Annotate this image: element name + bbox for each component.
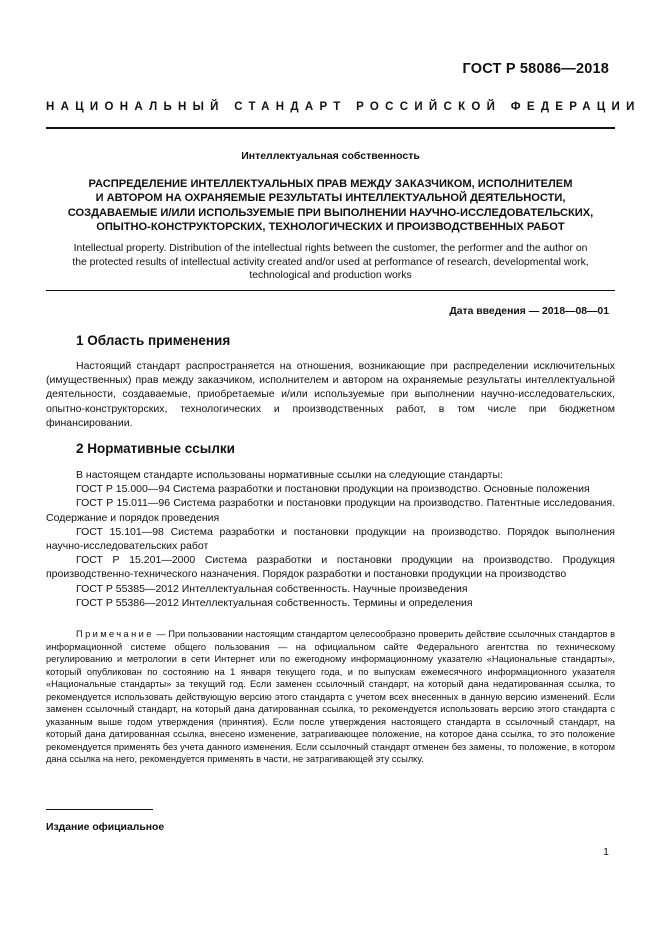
references-note	[46, 628, 615, 766]
title-ru-line: СОЗДАВАЕМЫЕ И/ИЛИ ИСПОЛЬЗУЕМЫЕ ПРИ ВЫПОЛНЕНИИ НАУЧНО-ИССЛЕДОВАТЕЛЬСКИХ,	[67, 206, 594, 219]
title-en-line: Intellectual property. Distribution of the intellectual rights between the customer, the performer and the author on	[73, 243, 588, 254]
section-1-paragraph: Настоящий стандарт распространяется на отношения, возникающие при распределении исключительных (имущественных) прав между заказчиком, исполнителем и автором на охраняемые результаты интеллектуальной деятельности, создаваемые, приобретаемые и/или используемые при выполнении научно-исследовательских, опытно-конструкторских, технологических и производственных работ, в том числе при бюджетном финансировании.	[46, 360, 615, 429]
title-en-line: technological and production works	[249, 270, 412, 282]
title-ru-line: И АВТОРОМ НА ОХРАНЯЕМЫЕ РЕЗУЛЬТАТЫ ИНТЕЛЛЕКТУАЛЬНОЙ ДЕЯТЕЛЬНОСТИ,	[95, 192, 566, 205]
section-1-body	[46, 359, 615, 430]
title-rule	[46, 290, 615, 291]
note-label: Примечание	[76, 629, 154, 639]
introduction-date: Дата введения — 2018—08—01	[449, 306, 609, 317]
references-intro: В настоящем стандарте использованы нормативные ссылки на следующие стандарты:	[76, 469, 503, 481]
section-2-body	[46, 468, 615, 610]
standard-type-heading: НАЦИОНАЛЬНЫЙ СТАНДАРТ РОССИЙСКОЙ ФЕДЕРАЦИИ	[46, 101, 641, 113]
document-title-en	[46, 242, 615, 283]
title-ru-line: ОПЫТНО-КОНСТРУКТОРСКИХ, ТЕХНОЛОГИЧЕСКИХ И ПРОИЗВОДСТВЕННЫХ РАБОТ	[96, 220, 565, 233]
page-number: 1	[603, 846, 609, 858]
section-2-heading: 2 Нормативные ссылки	[76, 441, 235, 456]
header-rule	[46, 127, 615, 129]
reference-item: ГОСТ Р 55385—2012 Интеллектуальная собственность. Научные произведения	[76, 582, 468, 595]
reference-item: ГОСТ Р 55386—2012 Интеллектуальная собственность. Термины и определения	[76, 596, 473, 609]
reference-item: ГОСТ Р 15.201—2000 Система разработки и постановки продукции на производство. Продукция производственно-технического назначения. Порядок разработки и постановки продукции на производство	[46, 554, 615, 581]
edition-label: Издание официальное	[46, 822, 165, 833]
reference-item: ГОСТ Р 15.011—96 Система разработки и постановки продукции на производство. Патентные исследования. Содержание и порядок проведения	[46, 497, 615, 524]
document-code: ГОСТ Р 58086—2018	[462, 61, 609, 77]
title-en-line: the protected results of intellectual activity created and/or used at performance of research, developmental work,	[72, 256, 589, 268]
title-ru-line: РАСПРЕДЕЛЕНИЕ ИНТЕЛЛЕКТУАЛЬНЫХ ПРАВ МЕЖДУ ЗАКАЗЧИКОМ, ИСПОЛНИТЕЛЕМ	[88, 178, 573, 190]
section-1-heading: 1 Область применения	[76, 333, 231, 348]
note-text: — При пользовании настоящим стандартом целесообразно проверить действие ссылочных стандартов в информационной системе общего пользования — на официальном сайте Федерального агентства по техническому регулированию и метрологии в сети Интернет или по ежегодному информационному указателю «Национальные стандарты», который опубликован по состоянию на 1 января текущего года, и по выпускам ежемесячного информационного указателя «Национальные стандарты» за текущий год. Если заменен ссылочный стандарт, на который дана недатированная ссылка, то рекомендуется использовать действующую версию этого стандарта с учетом всех внесенных в данную версию изменений. Если заменен ссылочный стандарт, на который дана датированная ссылка, то рекомендуется использовать версию этого стандарта с указанным выше годом утверждения (принятия). Если после утверждения настоящего стандарта в ссылочный стандарт, на который дана датированная ссылка, внесено изменение, затрагивающее положение, на которое дана ссылка, то это положение рекомендуется применять без учета данного изменения. Если ссылочный стандарт отменен без замены, то положение, в котором дана ссылка на него, рекомендуется применять в части, не затрагивающей эту ссылку.	[46, 629, 616, 764]
reference-item: ГОСТ Р 15.000—94 Система разработки и постановки продукции на производство. Основные положения	[76, 483, 590, 496]
subject-heading: Интеллектуальная собственность	[241, 150, 420, 162]
document-title-ru	[46, 177, 615, 234]
reference-item: ГОСТ 15.101—98 Система разработки и постановки продукции на производство. Порядок выполнения научно-исследовательских работ	[46, 525, 615, 553]
footer-rule	[46, 809, 153, 810]
